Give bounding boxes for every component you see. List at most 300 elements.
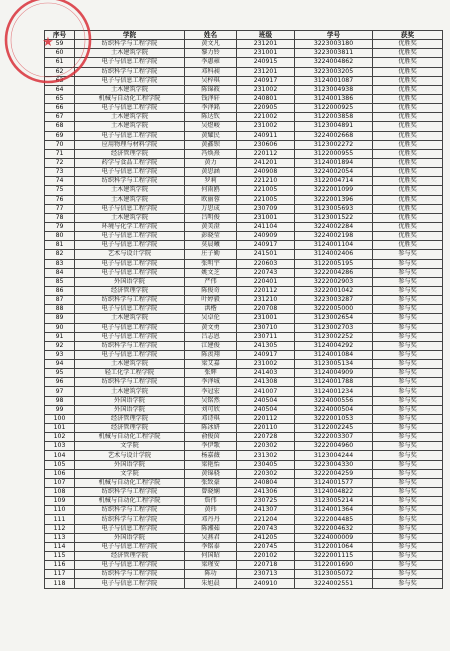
cell-index: 87 [45,296,75,305]
cell-college: 外国语学院 [75,396,185,405]
cell-award: 参与奖 [373,478,443,487]
cell-award: 参与奖 [373,451,443,460]
cell-index: 81 [45,241,75,250]
cell-index: 117 [45,570,75,579]
cell-index: 84 [45,268,75,277]
cell-student-id: 3122004714 [295,177,373,186]
cell-student-id: 3122000925 [295,104,373,113]
cell-name: 黄玮 [185,506,237,515]
table-header-row [45,31,443,40]
cell-college: 纺织科学与工程学院 [75,488,185,497]
table-row [45,524,443,533]
cell-class: 220905 [237,104,295,113]
cell-college: 经济管理学院 [75,286,185,295]
cell-name: 江建俊 [185,341,237,350]
table-row [45,204,443,213]
cell-name: 曾晓娴 [185,488,237,497]
cell-student-id: 3123004938 [295,85,373,94]
table-row [45,241,443,250]
cell-award: 参与奖 [373,497,443,506]
cell-name: 李惠雍 [185,58,237,67]
cell-class: 220302 [237,469,295,478]
cell-index: 80 [45,232,75,241]
cell-index: 75 [45,186,75,195]
table-row [45,149,443,158]
cell-college: 文学院 [75,469,185,478]
cell-class: 221005 [237,195,295,204]
cell-college: 电子与信息工程学院 [75,232,185,241]
table-body [45,40,443,588]
cell-award: 优胜奖 [373,58,443,67]
cell-name: 张致豪 [185,478,237,487]
cell-award: 优胜奖 [373,49,443,58]
cell-college: 电子与信息工程学院 [75,104,185,113]
cell-student-id: 3122001690 [295,561,373,570]
cell-student-id: 3122005195 [295,259,373,268]
cell-class: 220302 [237,442,295,451]
cell-college: 土木建筑学院 [75,195,185,204]
cell-college: 电子与信息工程学院 [75,305,185,314]
cell-student-id: 3123005134 [295,360,373,369]
table-row [45,286,443,295]
cell-class: 220112 [237,286,295,295]
cell-index: 94 [45,360,75,369]
cell-name: 庄子勤 [185,250,237,259]
cell-student-id: 3124001234 [295,387,373,396]
cell-name: 陈羡翔 [185,350,237,359]
cell-index: 66 [45,104,75,113]
cell-index: 72 [45,158,75,167]
cell-index: 93 [45,350,75,359]
cell-college: 电子与信息工程学院 [75,76,185,85]
cell-college: 文学院 [75,442,185,451]
cell-class: 230709 [237,204,295,213]
cell-class: 240915 [237,58,295,67]
cell-name: 黄鑫钡 [185,140,237,149]
table-row [45,497,443,506]
cell-college: 土木建筑学院 [75,49,185,58]
cell-index: 88 [45,305,75,314]
cell-college: 纺织科学与工程学院 [75,67,185,76]
table-row [45,424,443,433]
cell-class: 230405 [237,460,295,469]
cell-index: 118 [45,579,75,588]
cell-student-id: 3224002551 [295,579,373,588]
cell-class: 221002 [237,113,295,122]
cell-class: 231002 [237,122,295,131]
table-row [45,85,443,94]
cell-award: 参与奖 [373,570,443,579]
cell-name: 杨嘉薇 [185,451,237,460]
cell-college: 纺织科学与工程学院 [75,177,185,186]
cell-award: 优胜奖 [373,104,443,113]
cell-college: 纺织科学与工程学院 [75,40,185,49]
cell-award: 参与奖 [373,552,443,561]
cell-student-id: 3124004822 [295,488,373,497]
cell-award: 参与奖 [373,533,443,542]
cell-name: 陈冰妍 [185,424,237,433]
table-row [45,49,443,58]
cell-student-id: 3123002654 [295,314,373,323]
cell-student-id: 3123005214 [295,497,373,506]
cell-name: 吕明俊 [185,213,237,222]
cell-class: 230711 [237,332,295,341]
table-row [45,369,443,378]
table-row [45,533,443,542]
cell-student-id: 3224000504 [295,405,373,414]
cell-college: 电子与信息工程学院 [75,259,185,268]
cell-award: 优胜奖 [373,241,443,250]
cell-class: 220112 [237,414,295,423]
cell-name: 俞俊茵 [185,433,237,442]
table-row [45,58,443,67]
cell-name: 莫晨曦 [185,241,237,250]
cell-class: 230713 [237,570,295,579]
award-table [44,30,443,589]
cell-class: 220401 [237,277,295,286]
cell-student-id: 3124001087 [295,76,373,85]
cell-award: 参与奖 [373,332,443,341]
cell-college: 机械与自动化工程学院 [75,478,185,487]
cell-class: 231002 [237,85,295,94]
table-row [45,552,443,561]
cell-name: 梁艳怡 [185,460,237,469]
cell-class: 230725 [237,497,295,506]
cell-award: 优胜奖 [373,204,443,213]
cell-index: 116 [45,561,75,570]
cell-class: 231201 [237,40,295,49]
cell-student-id: 3224002284 [295,222,373,231]
cell-student-id: 3222001053 [295,414,373,423]
table-row [45,268,443,277]
cell-class: 220743 [237,268,295,277]
cell-student-id: 3124004292 [295,341,373,350]
cell-student-id: 3122003858 [295,113,373,122]
cell-award: 参与奖 [373,378,443,387]
cell-student-id: 3122001064 [295,542,373,551]
cell-class: 240917 [237,350,295,359]
cell-college: 外国语学院 [75,405,185,414]
cell-award: 优胜奖 [373,40,443,49]
cell-student-id: 3223003180 [295,40,373,49]
table-row [45,360,443,369]
cell-award: 优胜奖 [373,113,443,122]
table-row [45,579,443,588]
table-row [45,131,443,140]
cell-student-id: 3222004286 [295,268,373,277]
cell-college: 土木建筑学院 [75,113,185,122]
cell-college: 艺术与设计学院 [75,250,185,259]
cell-college: 纺织科学与工程学院 [75,515,185,524]
cell-class: 220102 [237,552,295,561]
cell-index: 60 [45,49,75,58]
cell-award: 参与奖 [373,515,443,524]
cell-student-id: 3223003287 [295,296,373,305]
cell-index: 109 [45,497,75,506]
cell-award: 参与奖 [373,469,443,478]
cell-college: 电子与信息工程学院 [75,268,185,277]
cell-student-id: 3222004632 [295,524,373,533]
table-row [45,341,443,350]
cell-college: 土木建筑学院 [75,122,185,131]
cell-name: 陈达钦 [185,113,237,122]
cell-college: 外国语学院 [75,533,185,542]
cell-student-id: 3224000556 [295,396,373,405]
table-row [45,414,443,423]
cell-college: 土木建筑学院 [75,314,185,323]
cell-index: 102 [45,433,75,442]
cell-name: 陈锦筱 [185,85,237,94]
cell-student-id: 3124001386 [295,94,373,103]
cell-index: 110 [45,506,75,515]
table-row [45,542,443,551]
cell-college: 电子与信息工程学院 [75,350,185,359]
cell-name: 梁瑾安 [185,561,237,570]
cell-student-id: 3222001042 [295,286,373,295]
cell-name: 钱泽轩 [185,94,237,103]
cell-index: 79 [45,222,75,231]
table-row [45,332,443,341]
cell-class: 220708 [237,305,295,314]
table-row [45,442,443,451]
cell-college: 机械与自动化工程学院 [75,94,185,103]
header-name: 姓名 [185,31,237,40]
cell-award: 参与奖 [373,506,443,515]
cell-index: 96 [45,378,75,387]
cell-index: 69 [45,131,75,140]
cell-class: 241307 [237,506,295,515]
cell-class: 220110 [237,424,295,433]
cell-award: 优胜奖 [373,94,443,103]
cell-class: 241306 [237,488,295,497]
cell-student-id: 3124001084 [295,350,373,359]
cell-award: 参与奖 [373,305,443,314]
cell-college: 土木建筑学院 [75,85,185,94]
cell-class: 231002 [237,360,295,369]
table-row [45,195,443,204]
cell-college: 纺织科学与工程学院 [75,570,185,579]
cell-index: 99 [45,405,75,414]
cell-award: 优胜奖 [373,186,443,195]
cell-index: 115 [45,552,75,561]
cell-class: 240917 [237,76,295,85]
cell-class: 241403 [237,369,295,378]
cell-class: 240908 [237,168,295,177]
cell-name: 黄美澄 [185,222,237,231]
cell-index: 74 [45,177,75,186]
cell-student-id: 3123005693 [295,204,373,213]
cell-award: 参与奖 [373,360,443,369]
table-row [45,232,443,241]
cell-student-id: 3222003307 [295,433,373,442]
cell-index: 113 [45,533,75,542]
cell-college: 电子与信息工程学院 [75,58,185,67]
cell-college: 纺织科学与工程学院 [75,296,185,305]
cell-name: 叶婷毅 [185,296,237,305]
cell-index: 104 [45,451,75,460]
cell-award: 参与奖 [373,405,443,414]
cell-class: 220745 [237,542,295,551]
cell-class: 221005 [237,186,295,195]
cell-award: 参与奖 [373,341,443,350]
cell-student-id: 3124001788 [295,378,373,387]
table-row [45,506,443,515]
cell-index: 114 [45,542,75,551]
cell-award: 参与奖 [373,460,443,469]
cell-name: 严伟 [185,277,237,286]
cell-college: 土木建筑学院 [75,360,185,369]
cell-name: 邓科昶 [185,67,237,76]
cell-college: 电子与信息工程学院 [75,542,185,551]
cell-class: 231001 [237,213,295,222]
table-row [45,488,443,497]
cell-award: 优胜奖 [373,149,443,158]
cell-index: 70 [45,140,75,149]
cell-student-id: 3122000955 [295,149,373,158]
cell-class: 240917 [237,241,295,250]
cell-college: 机械与自动化工程学院 [75,497,185,506]
cell-class: 231210 [237,296,295,305]
cell-award: 参与奖 [373,323,443,332]
cell-name: 吕志恩 [185,332,237,341]
cell-class: 240804 [237,478,295,487]
header-class: 班级 [237,31,295,40]
cell-college: 电子与信息工程学院 [75,524,185,533]
cell-award: 参与奖 [373,579,443,588]
cell-name: 张辉 [185,369,237,378]
table-row [45,104,443,113]
cell-class: 241501 [237,250,295,259]
cell-name: 欧丽蓉 [185,195,237,204]
cell-student-id: 3122002245 [295,424,373,433]
cell-award: 参与奖 [373,424,443,433]
cell-class: 231201 [237,67,295,76]
table-row [45,177,443,186]
cell-index: 106 [45,469,75,478]
cell-student-id: 3124001894 [295,158,373,167]
cell-class: 230710 [237,323,295,332]
cell-class: 220603 [237,259,295,268]
cell-student-id: 3222001115 [295,552,373,561]
table-row [45,433,443,442]
cell-name: 张明宇 [185,259,237,268]
cell-student-id: 3224004862 [295,58,373,67]
cell-award: 优胜奖 [373,67,443,76]
cell-student-id: 3223003205 [295,67,373,76]
table-row [45,158,443,167]
cell-college: 电子与信息工程学院 [75,168,185,177]
header-award: 获奖 [373,31,443,40]
cell-student-id: 3224002198 [295,232,373,241]
cell-name: 吴燕君 [185,533,237,542]
cell-class: 241205 [237,533,295,542]
cell-college: 电子与信息工程学院 [75,204,185,213]
cell-name: 黄耀民 [185,131,237,140]
table-row [45,451,443,460]
cell-award: 参与奖 [373,259,443,268]
table-row [45,378,443,387]
cell-award: 参与奖 [373,488,443,497]
cell-award: 参与奖 [373,387,443,396]
cell-class: 231001 [237,314,295,323]
table-row [45,259,443,268]
cell-college: 电子与信息工程学院 [75,561,185,570]
table-row [45,168,443,177]
cell-name: 黄思涵 [185,168,237,177]
cell-college: 电子与信息工程学院 [75,241,185,250]
cell-index: 61 [45,58,75,67]
cell-college: 机械与自动化工程学院 [75,433,185,442]
table-row [45,570,443,579]
table-row [45,277,443,286]
cell-index: 83 [45,259,75,268]
cell-college: 应用物理与材料学院 [75,140,185,149]
cell-student-id: 3124001577 [295,478,373,487]
cell-name: 刘可欣 [185,405,237,414]
table-row [45,305,443,314]
cell-class: 241007 [237,387,295,396]
table-row [45,213,443,222]
cell-name: 陈湘茹 [185,524,237,533]
table-row [45,113,443,122]
cell-award: 优胜奖 [373,168,443,177]
table-row [45,122,443,131]
cell-student-id: 3123004891 [295,122,373,131]
cell-name: 陈功 [185,570,237,579]
table-row [45,387,443,396]
cell-index: 95 [45,369,75,378]
cell-name: 李冠宏 [185,387,237,396]
cell-college: 土木建筑学院 [75,387,185,396]
cell-index: 62 [45,67,75,76]
cell-name: 彭晓莹 [185,232,237,241]
cell-index: 111 [45,515,75,524]
cell-index: 76 [45,195,75,204]
cell-college: 外国语学院 [75,460,185,469]
cell-award: 参与奖 [373,396,443,405]
cell-name: 李泽銘 [185,104,237,113]
cell-award: 参与奖 [373,442,443,451]
cell-index: 97 [45,387,75,396]
cell-student-id: 3123005072 [295,570,373,579]
table-row [45,478,443,487]
cell-index: 108 [45,488,75,497]
cell-award: 优胜奖 [373,140,443,149]
table-row [45,250,443,259]
cell-award: 参与奖 [373,414,443,423]
cell-class: 231001 [237,49,295,58]
cell-index: 59 [45,40,75,49]
header-college: 学院 [75,31,185,40]
cell-award: 优胜奖 [373,222,443,231]
cell-name: 罗莉 [185,177,237,186]
cell-college: 电子与信息工程学院 [75,323,185,332]
cell-award: 优胜奖 [373,158,443,167]
cell-award: 参与奖 [373,296,443,305]
cell-index: 86 [45,286,75,295]
cell-student-id: 3123002703 [295,323,373,332]
table-row [45,469,443,478]
cell-index: 85 [45,277,75,286]
cell-award: 参与奖 [373,561,443,570]
cell-award: 参与奖 [373,369,443,378]
cell-name: 黄力 [185,158,237,167]
cell-student-id: 3124004909 [295,369,373,378]
cell-name: 黄锦骁 [185,469,237,478]
cell-award: 优胜奖 [373,122,443,131]
cell-award: 优胜奖 [373,85,443,94]
cell-name: 朱旭晨 [185,579,237,588]
